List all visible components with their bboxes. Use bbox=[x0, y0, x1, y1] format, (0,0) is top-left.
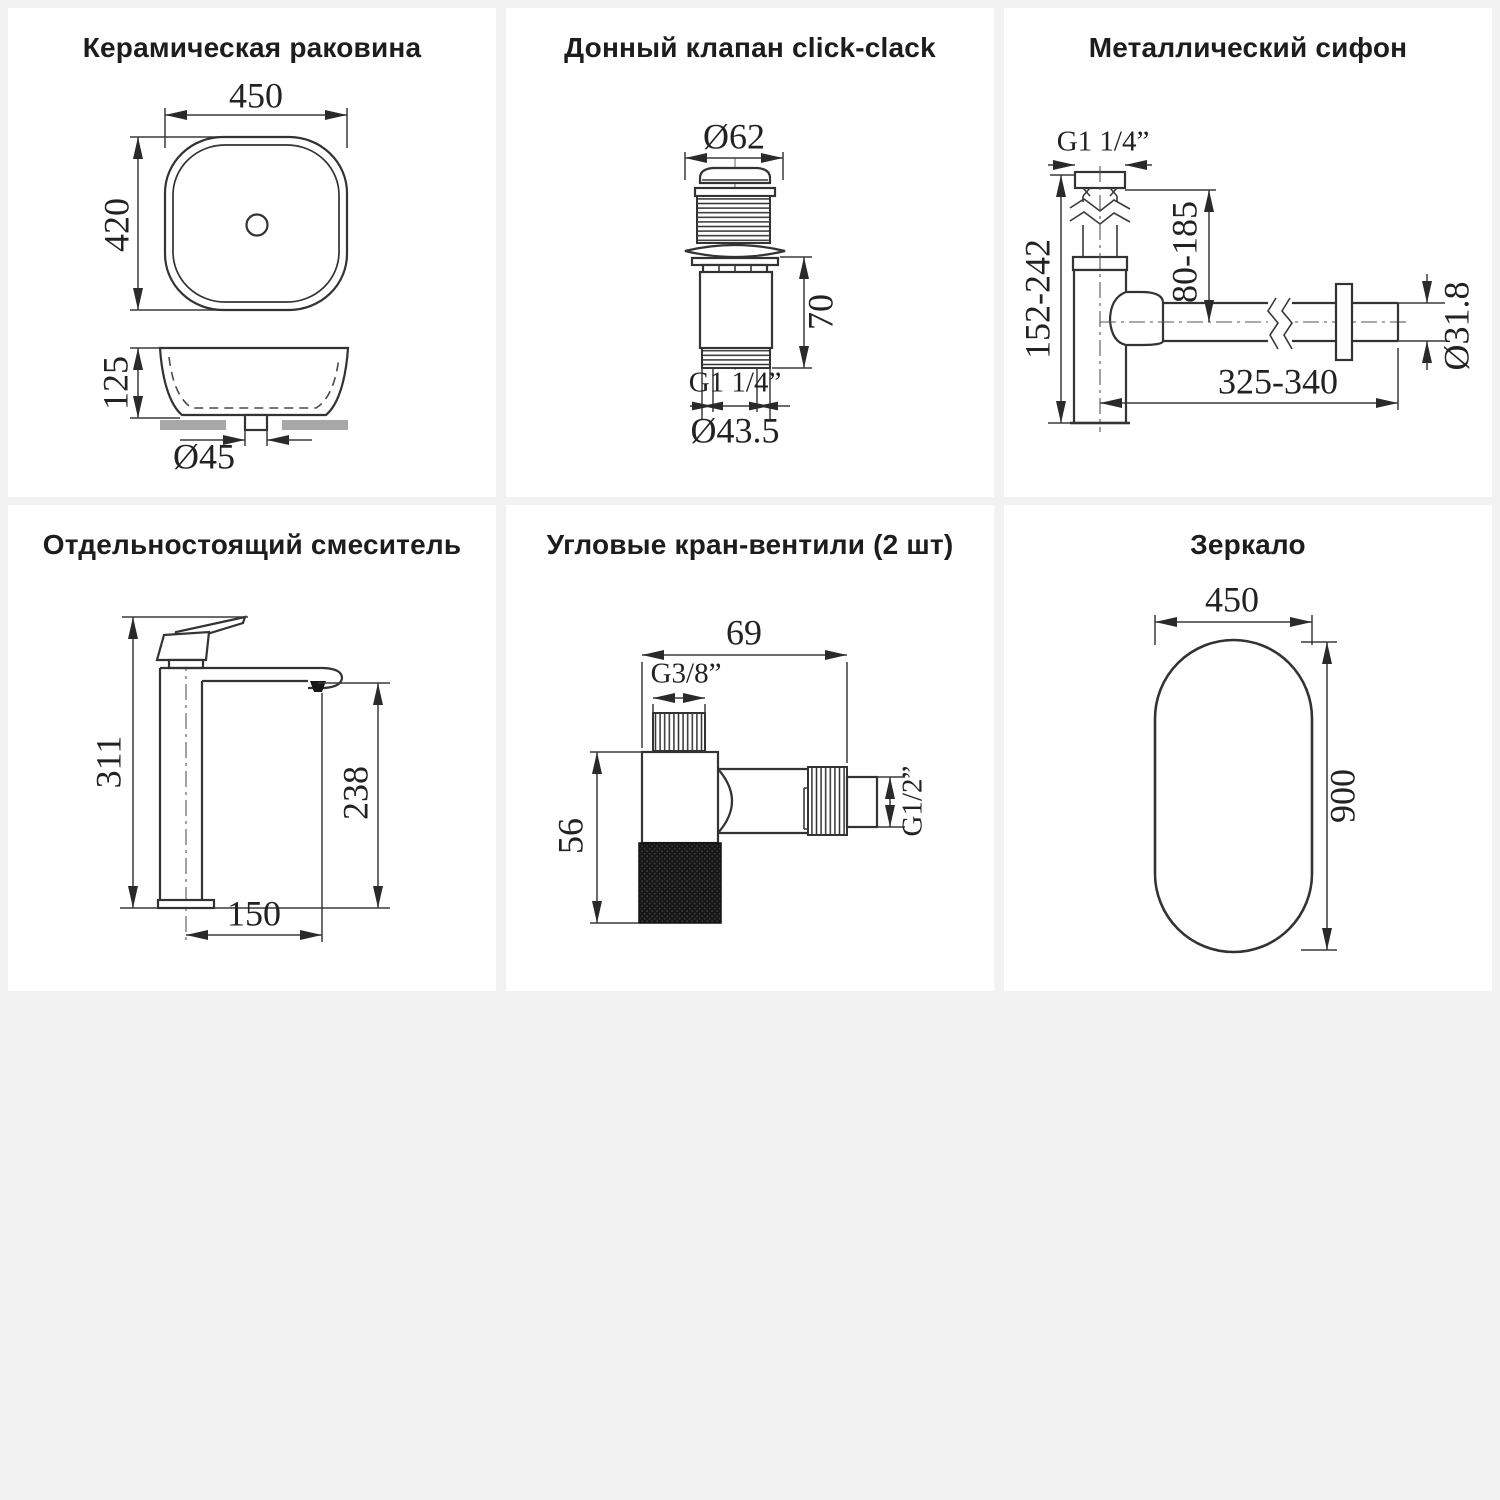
dim-valve-cap: Ø62 bbox=[703, 116, 765, 157]
panel-click-clack-valve bbox=[506, 8, 994, 497]
panel-angle-valves bbox=[506, 505, 994, 991]
mirror-drawing bbox=[1004, 505, 1492, 991]
panel-metal-siphon bbox=[1004, 8, 1492, 497]
dim-angle-height: 56 bbox=[550, 818, 591, 854]
dim-sink-drain: Ø45 bbox=[173, 436, 235, 477]
dim-siphon-inlet: 80-185 bbox=[1164, 201, 1205, 303]
dim-angle-outlet-thread: G1/2” bbox=[896, 765, 929, 837]
dim-siphon-height: 152-242 bbox=[1017, 239, 1058, 359]
panel-title: Донный клапан click-clack bbox=[564, 32, 936, 63]
sink-top-view bbox=[96, 75, 347, 310]
dim-sink-depth: 420 bbox=[96, 198, 137, 252]
dim-mixer-height: 311 bbox=[88, 735, 129, 789]
dim-mirror-height: 900 bbox=[1322, 769, 1363, 823]
sink-drawing bbox=[8, 8, 496, 497]
dim-sink-height: 125 bbox=[95, 356, 136, 410]
panel-freestanding-mixer bbox=[8, 505, 496, 991]
angle-valve-dimensions bbox=[550, 612, 928, 923]
dim-siphon-thread: G1 1/4” bbox=[1056, 125, 1150, 158]
mirror-shape bbox=[1155, 640, 1312, 952]
angle-valve-knurled-handle bbox=[639, 843, 721, 923]
sink-pad-right bbox=[282, 420, 348, 430]
valve-drawing bbox=[506, 8, 994, 497]
dim-mirror-width: 450 bbox=[1205, 579, 1259, 620]
dim-siphon-pipe: Ø31.8 bbox=[1436, 281, 1477, 371]
angle-valve-drawing bbox=[506, 505, 994, 991]
dim-valve-height: 70 bbox=[800, 294, 841, 330]
angle-valve-body bbox=[639, 713, 877, 923]
panel-mirror bbox=[1004, 505, 1492, 991]
dim-sink-width: 450 bbox=[229, 75, 283, 116]
sink-pad-left bbox=[160, 420, 226, 430]
panel-title: Угловые кран-вентили (2 шт) bbox=[546, 529, 954, 560]
dim-valve-thread: G1 1/4” bbox=[688, 366, 782, 399]
panel-title: Отдельностоящий смеситель bbox=[42, 529, 462, 560]
panel-title: Металлический сифон bbox=[1088, 32, 1408, 63]
dim-angle-inlet-thread: G3/8” bbox=[650, 657, 722, 690]
dim-mixer-reach: 150 bbox=[227, 893, 281, 934]
siphon-drawing bbox=[1004, 8, 1492, 497]
dim-siphon-length: 325-340 bbox=[1218, 361, 1338, 402]
panel-ceramic-sink bbox=[8, 8, 496, 497]
dim-mixer-spout-height: 238 bbox=[335, 766, 376, 820]
dim-angle-length: 69 bbox=[726, 612, 762, 653]
panel-title: Керамическая раковина bbox=[82, 32, 422, 63]
dim-valve-diameter: Ø43.5 bbox=[690, 410, 780, 451]
panel-title: Зеркало bbox=[1190, 529, 1306, 560]
mixer-drawing bbox=[8, 505, 496, 991]
sink-side-view bbox=[95, 348, 348, 476]
valve-body bbox=[685, 158, 785, 370]
mixer-dimensions bbox=[88, 617, 390, 942]
